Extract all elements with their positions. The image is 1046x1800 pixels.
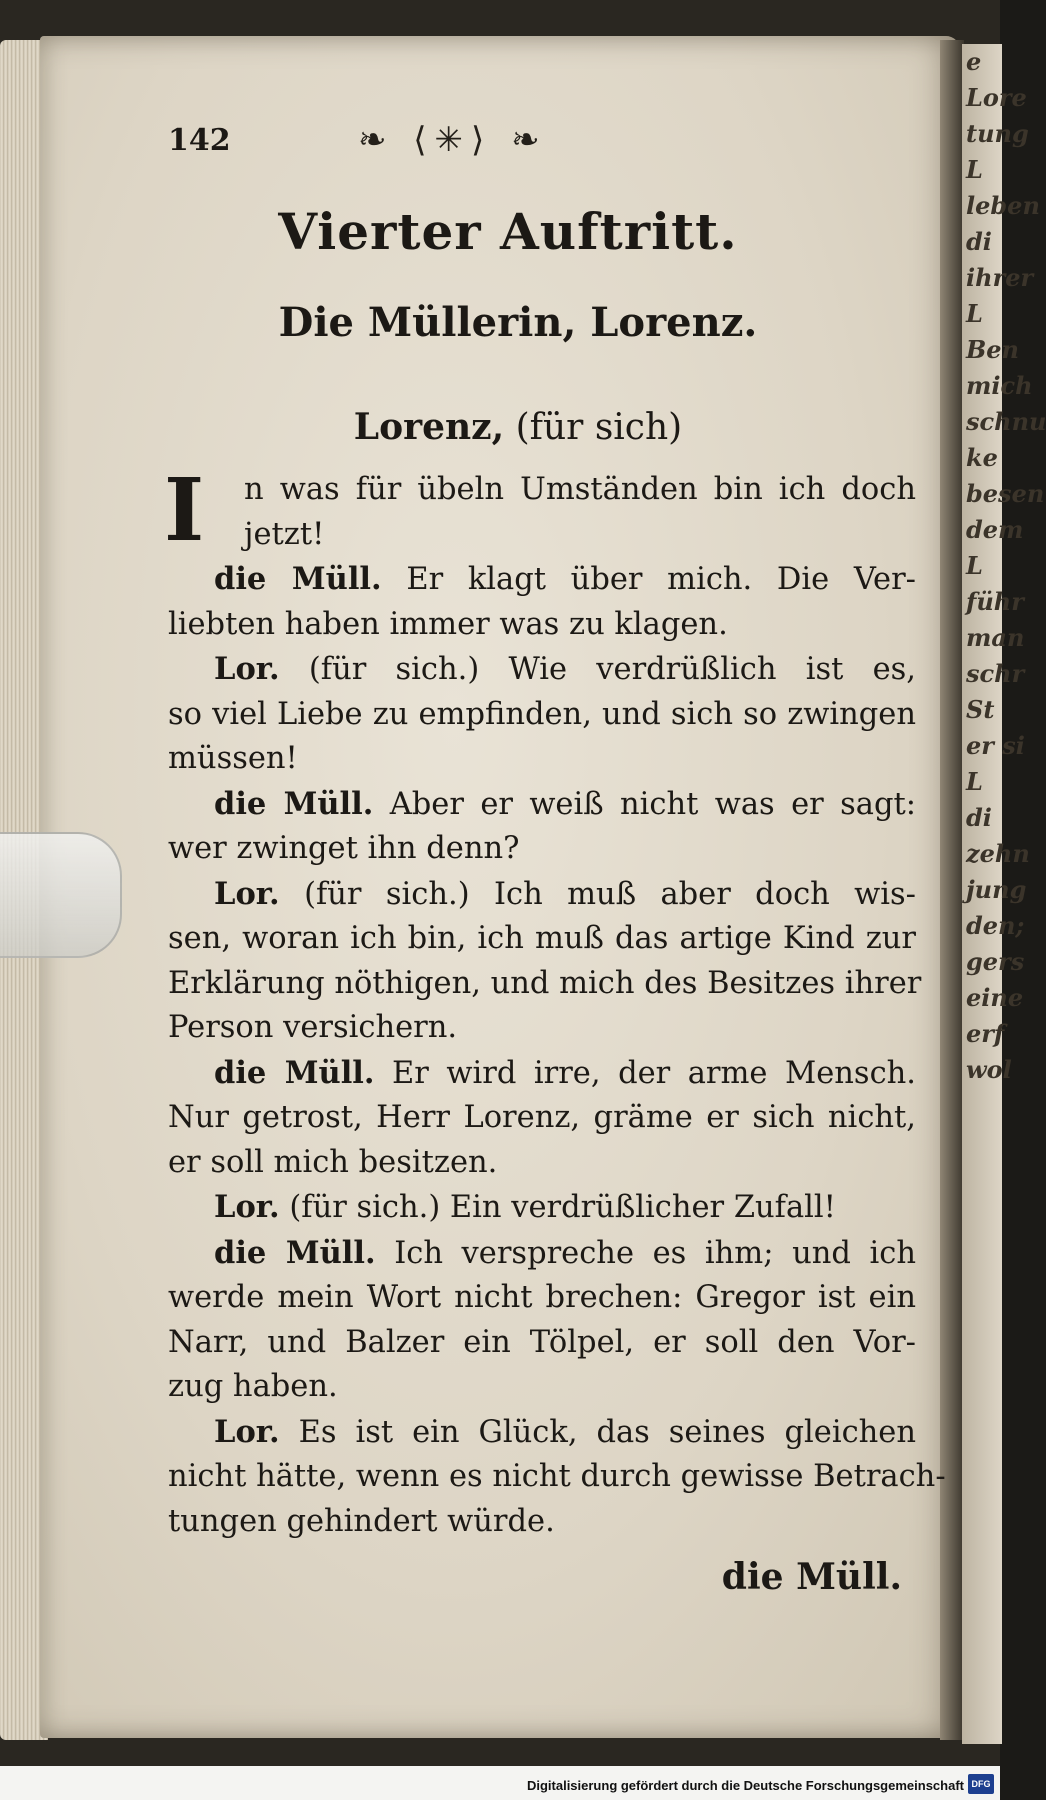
dialogue-line bbox=[168, 1410, 916, 1456]
line-speaker: Lor. bbox=[214, 1189, 280, 1225]
facing-page-fragment-text: erf bbox=[966, 1019, 1005, 1048]
page-clip-thumb bbox=[0, 832, 122, 958]
dialogue-line bbox=[168, 557, 916, 603]
digitization-credit: Digitalisierung gefördert durch die Deutsche Forschungsgemeinschaft bbox=[526, 1778, 964, 1793]
running-header bbox=[168, 110, 908, 170]
line-speaker: Lor. bbox=[214, 651, 280, 687]
line-text: n was für übeln Umständen bin ich doch bbox=[244, 472, 916, 507]
facing-page-fragment-text: gers bbox=[966, 947, 1025, 976]
scene-title: Vierter Auftritt. bbox=[278, 202, 738, 261]
line-text: Aber er weiß nicht was er sagt: bbox=[389, 786, 916, 822]
facing-page-fragment-text: schr bbox=[966, 659, 1025, 688]
facing-page-fragment-text: eine bbox=[966, 983, 1024, 1012]
line-text: nicht hätte, wenn es nicht durch gewisse Betrach- bbox=[168, 1459, 946, 1494]
facing-page-fragment-text: L bbox=[966, 551, 983, 580]
speaker-heading-name: Lorenz, bbox=[353, 406, 505, 448]
line-text: Er wird irre, der arme Mensch. bbox=[392, 1055, 916, 1091]
dialogue-line bbox=[168, 737, 916, 782]
line-text: so viel Liebe zu empfinden, und sich so zwingen bbox=[168, 696, 916, 732]
dialogue-line bbox=[168, 693, 916, 738]
dialogue-line bbox=[168, 827, 916, 872]
line-speaker: die Müll. bbox=[214, 785, 374, 822]
line-text: er soll mich besitzen. bbox=[168, 1144, 498, 1180]
line-text: (für sich.) Ein verdrüßlicher Zufall! bbox=[289, 1190, 836, 1225]
facing-page-fragment-text: L bbox=[966, 299, 983, 328]
line-text: liebten haben immer was zu klagen. bbox=[168, 606, 728, 642]
dialogue-text bbox=[164, 460, 946, 1544]
dfg-logo-icon: DFG bbox=[968, 1774, 994, 1794]
line-text: Er klagt über mich. Die Ver- bbox=[406, 562, 916, 597]
facing-page-fragment-text: man bbox=[966, 623, 1025, 652]
facing-page-fragment-text: L bbox=[966, 155, 983, 184]
dialogue-line bbox=[168, 872, 916, 918]
speaker-heading-direction: (für sich) bbox=[515, 407, 683, 448]
line-speaker: die Müll. bbox=[214, 1234, 376, 1271]
line-text: zug haben. bbox=[168, 1369, 338, 1404]
dialogue-line bbox=[168, 1141, 916, 1186]
line-text: Person versichern. bbox=[168, 1010, 458, 1045]
facing-page-fragment-text: den; bbox=[966, 911, 1025, 940]
dialogue-line bbox=[168, 1365, 916, 1410]
dialogue-line bbox=[168, 1096, 916, 1141]
page-content bbox=[164, 110, 946, 1598]
facing-page-fragment-text: tung bbox=[966, 119, 1029, 148]
dialogue-line bbox=[168, 468, 916, 513]
facing-page-fragment-text: ke bbox=[966, 443, 998, 472]
dialogue-line bbox=[168, 603, 916, 648]
line-text: Nur getrost, Herr Lorenz, gräme er sich nicht, bbox=[168, 1100, 916, 1135]
dialogue-line bbox=[168, 962, 922, 1007]
facing-page-fragment-text: leben bbox=[966, 191, 1040, 220]
dialogue-line bbox=[168, 1006, 916, 1051]
dialogue-line bbox=[168, 1051, 916, 1097]
line-speaker: Lor. bbox=[214, 875, 280, 912]
dialogue-line bbox=[168, 1185, 916, 1231]
dialogue-line bbox=[168, 1500, 916, 1545]
facing-page-fragment bbox=[962, 44, 1046, 1744]
facing-page-fragment-text: di bbox=[966, 803, 992, 832]
facing-page-fragment-text: L bbox=[966, 767, 983, 796]
facing-page-fragment-text: jung bbox=[966, 875, 1027, 904]
dialogue-line bbox=[168, 782, 916, 828]
line-text: Es ist ein Glück, das seines gleichen bbox=[298, 1414, 916, 1450]
dialogue-line bbox=[168, 1231, 916, 1277]
facing-page-text bbox=[962, 44, 1046, 1088]
line-speaker: die Müll. bbox=[214, 1054, 375, 1091]
facing-page-fragment-text: er si bbox=[966, 731, 1025, 760]
dialogue-line bbox=[168, 1455, 946, 1500]
dialogue-line bbox=[168, 647, 916, 693]
facing-page-fragment-text: schnu bbox=[966, 407, 1046, 436]
facing-page-fragment-text: zehn bbox=[966, 839, 1030, 868]
facing-page-fragment-text: Ben bbox=[966, 335, 1020, 364]
line-text: müssen! bbox=[168, 741, 298, 776]
page-number: 142 bbox=[168, 122, 231, 158]
line-text: werde mein Wort nicht brechen: Gregor ist ein bbox=[168, 1280, 916, 1315]
facing-page-fragment-text: Lore bbox=[966, 83, 1027, 112]
line-text: jetzt! bbox=[244, 516, 325, 552]
header-ornament-icon: ❧ ⟨✳⟩ ❧ bbox=[358, 120, 548, 160]
dialogue-line bbox=[168, 513, 916, 558]
dialogue-line bbox=[168, 917, 916, 962]
dialogue-line bbox=[168, 1276, 916, 1321]
line-speaker: die Müll. bbox=[214, 561, 382, 597]
speaker-heading bbox=[168, 406, 868, 448]
facing-page-fragment-text: St bbox=[966, 695, 995, 724]
catchword: die Müll. bbox=[721, 1556, 902, 1598]
line-text: wer zwinget ihn denn? bbox=[168, 831, 520, 866]
footer-bar bbox=[0, 1766, 1000, 1800]
line-text: Erklärung nöthigen, und mich des Besitzes ihrer bbox=[168, 965, 922, 1001]
facing-page-fragment-text: dem bbox=[966, 515, 1024, 544]
line-text: (für sich.) Wie verdrüßlich ist es, bbox=[308, 652, 916, 687]
facing-page-fragment-text: wol bbox=[966, 1055, 1012, 1084]
facing-page-fragment-text: führ bbox=[966, 587, 1024, 616]
line-text: Narr, und Balzer ein Tölpel, er soll den Vor- bbox=[168, 1324, 916, 1360]
line-text: tungen gehindert würde. bbox=[168, 1503, 555, 1539]
dialogue-line bbox=[168, 1321, 916, 1366]
line-text: (für sich.) Ich muß aber doch wis- bbox=[304, 876, 916, 912]
drop-cap: I bbox=[164, 460, 205, 561]
line-speaker: Lor. bbox=[214, 1413, 280, 1450]
facing-page-fragment-text: mich bbox=[966, 371, 1033, 400]
line-text: sen, woran ich bin, ich muß das artige Kind zur bbox=[168, 921, 916, 956]
facing-page-fragment-text: di bbox=[966, 227, 992, 256]
facing-page-fragment-text: besen bbox=[966, 479, 1045, 508]
line-text: Ich verspreche es ihm; und ich bbox=[394, 1235, 916, 1271]
facing-page-fragment-text: ihrer bbox=[966, 263, 1034, 292]
character-list: Die Müllerin, Lorenz. bbox=[278, 299, 758, 346]
facing-page-fragment-text: e bbox=[966, 47, 982, 76]
